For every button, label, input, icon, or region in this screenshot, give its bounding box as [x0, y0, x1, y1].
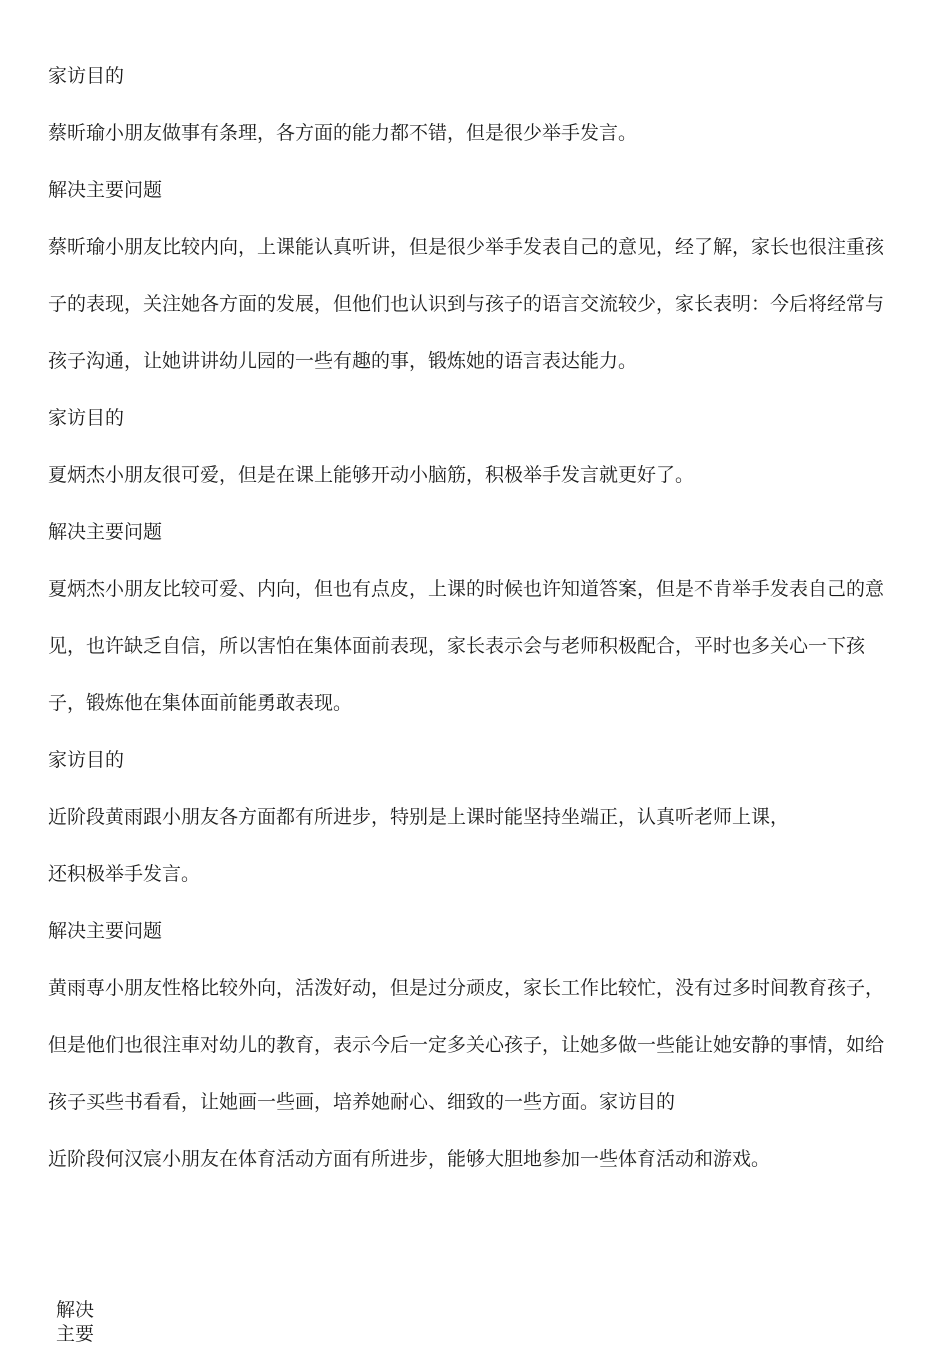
paragraph-text: 蔡昕瑜小朋友比较内向，上课能认真听讲，但是很少举手发表自己的意见，经了解，家长也很注重孩子的表现，关注她各方面的发展，但他们也认识到与孩子的语言交流较少，家长表明：今后将经常与孩子沟通，让她讲讲幼儿园的一些有趣的事，锻炼她的语言表达能力。 [48, 236, 885, 372]
paragraph-text: 还积极举手发言。 [48, 863, 201, 885]
heading-main-issues: 解决主要问题 [48, 179, 163, 201]
paragraph-text: 黄雨専小朋友性格比较外向，活泼好动，但是过分顽皮，家长工作比较忙，没有过多时间教育孩子，但是他们也很注車对幼儿的教育，表示今后一定多关心孩子，让她多做一些能让她安静的事情，如给孩子买些书看看，让她画一些画，培养她耐心、细致的一些方面。家访目的 [48, 977, 885, 1113]
paragraph-text: 蔡昕瑜小朋友做事有条理，各方面的能力都不错，但是很少举手发言。 [48, 122, 638, 144]
paragraph-text: 夏炳杰小朋友比较可爱、内向，但也有点皮，上课的时候也许知道答案，但是不肯举手发表自己的意见，也许缺乏自信，所以害怕在集体面前表现，家长表示会与老师积极配合，平时也多关心一下孩子，锻炼他在集体面前能勇敢表现。 [48, 578, 885, 714]
heading-visit-purpose: 家访目的 [48, 749, 125, 771]
heading-main-issues: 解决主要问题 [48, 920, 163, 942]
paragraph-text: 夏炳杰小朋友很可爱，但是在课上能够开动小脑筋，积极举手发言就更好了。 [48, 464, 695, 486]
heading-visit-purpose: 家访目的 [48, 407, 125, 429]
paragraph-text: 近阶段黄雨跟小朋友各方面都有所进步，特别是上课时能坚持坐端正，认真听老师上课， [48, 806, 790, 828]
paragraph-text: 近阶段何汉宸小朋友在体育活动方面有所进步，能够大胆地参加一些体育活动和游戏。 [48, 1148, 771, 1170]
document-body [48, 48, 888, 1188]
heading-visit-purpose: 家访目的 [48, 65, 125, 87]
footer-fragment: 解决主要 [56, 1299, 95, 1345]
heading-main-issues: 解决主要问题 [48, 521, 163, 543]
